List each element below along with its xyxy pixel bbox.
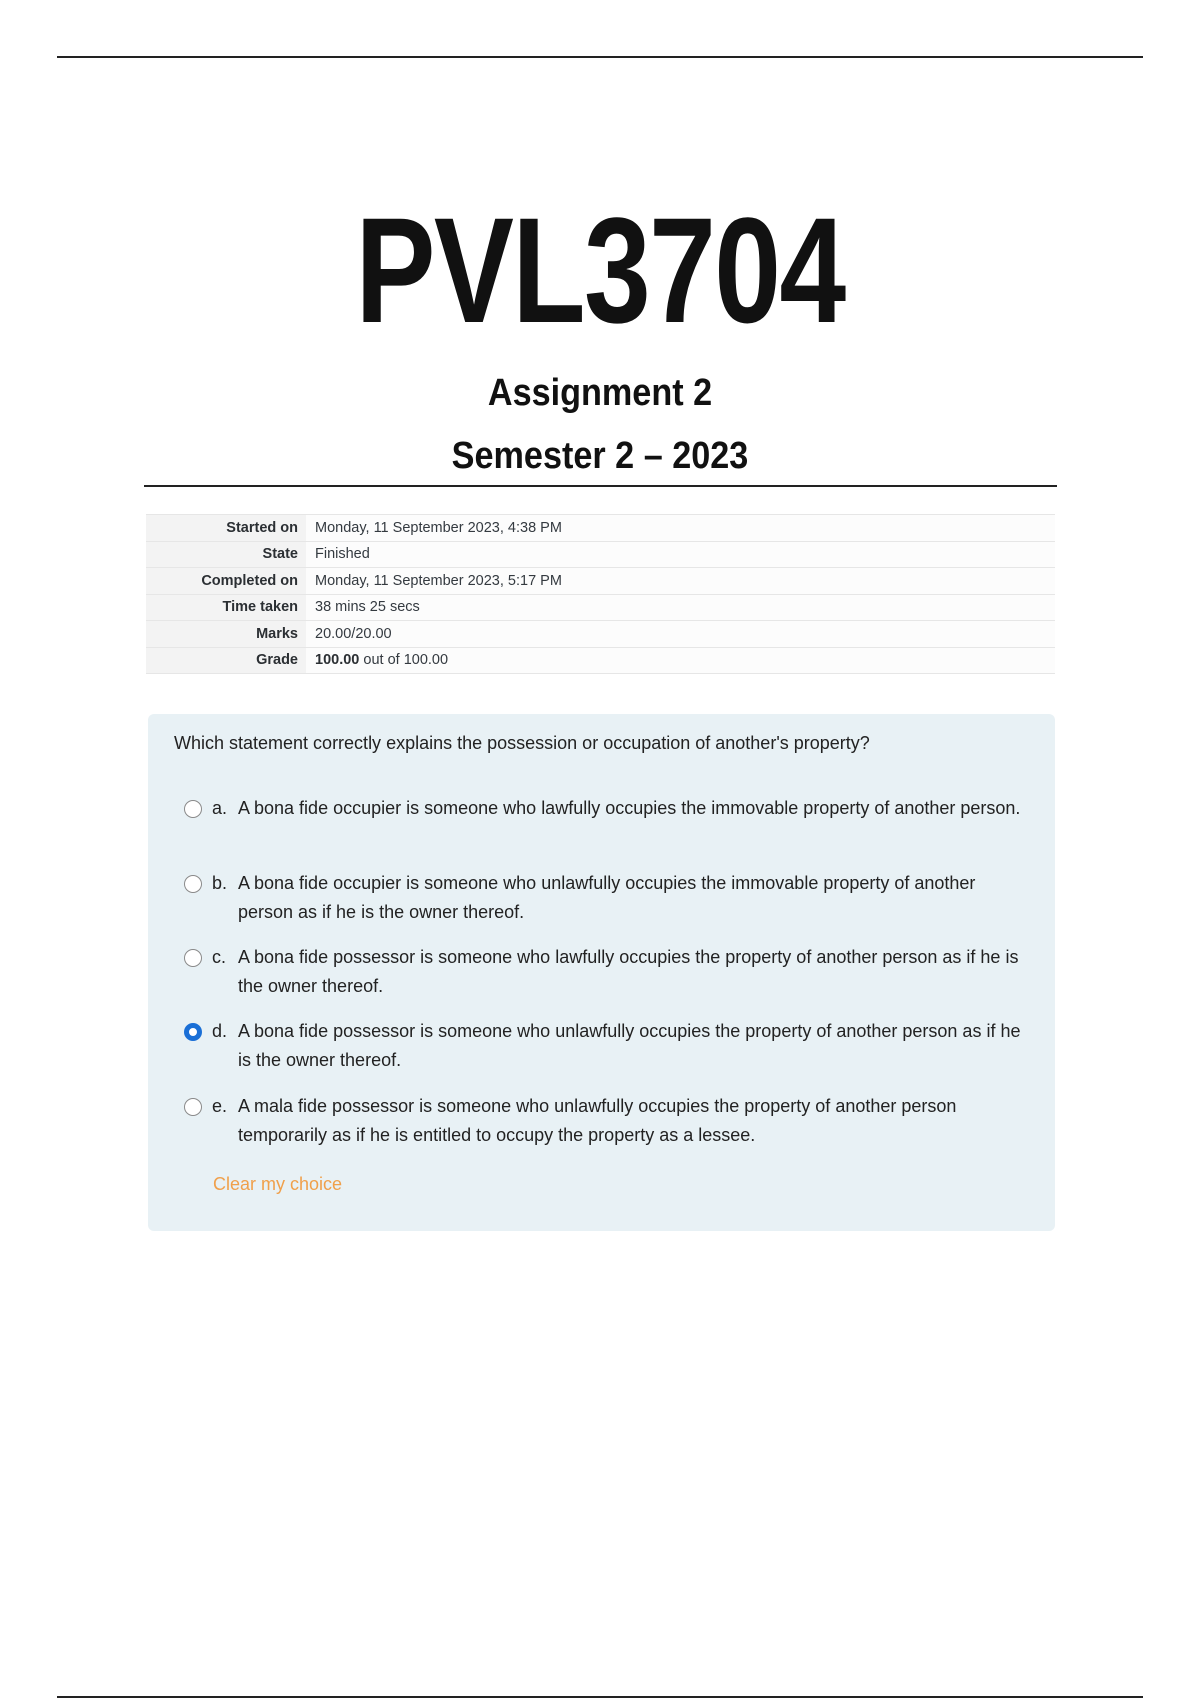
summary-value: Monday, 11 September 2023, 4:38 PM [306,515,1055,542]
option-letter: a. [212,798,228,818]
assignment-title: Assignment 2 [487,372,713,414]
summary-row-state [146,541,1055,568]
answer-option-e[interactable] [184,1092,1034,1150]
summary-row-completed-on [146,568,1055,595]
radio-button-unchecked-icon[interactable] [184,800,202,818]
option-text: A bona fide possessor is someone who unlawfully occupies the property of another person as if he is the owner thereof. [238,1021,1021,1070]
radio-button-unchecked-icon[interactable] [184,875,202,893]
title-rule [144,485,1057,487]
option-letter: d. [212,1021,228,1041]
radio-button-checked-icon[interactable] [184,1023,202,1041]
course-code-title: PVL3704 [355,186,845,354]
question-text: Which statement correctly explains the possession or occupation of another's property? [174,733,870,753]
option-text: A bona fide occupier is someone who unlawfully occupies the immovable property of another person as if he is the owner thereof. [238,873,976,922]
summary-row-marks [146,621,1055,648]
option-letter: b. [212,873,228,893]
summary-label: Time taken [146,594,306,621]
summary-value: 20.00/20.00 [306,621,1055,648]
summary-value: Monday, 11 September 2023, 5:17 PM [306,568,1055,595]
summary-value: 38 mins 25 secs [306,594,1055,621]
option-letter: e. [212,1096,228,1116]
summary-label: Marks [146,621,306,648]
summary-label: Started on [146,515,306,542]
bottom-rule [57,1696,1143,1698]
clear-my-choice-link[interactable]: Clear my choice [213,1174,343,1194]
summary-row-grade [146,647,1055,674]
semester-title: Semester 2 – 2023 [451,435,749,477]
option-letter: c. [212,947,227,967]
question-box [148,714,1055,1231]
answer-option-a[interactable] [184,794,1034,823]
option-text: A bona fide possessor is someone who lawfully occupies the property of another person as if he is the owner thereof. [238,947,1019,996]
summary-label: Completed on [146,568,306,595]
summary-label: State [146,541,306,568]
option-text: A bona fide occupier is someone who lawfully occupies the immovable property of another person. [238,798,1021,818]
summary-label: Grade [146,647,306,674]
radio-button-unchecked-icon[interactable] [184,1098,202,1116]
radio-button-unchecked-icon[interactable] [184,949,202,967]
option-text: A mala fide possessor is someone who unlawfully occupies the property of another person temporarily as if he is entitled to occupy the property as a lessee. [238,1096,957,1145]
answer-option-d[interactable] [184,1017,1034,1075]
top-rule [57,56,1143,58]
attempt-summary-table [146,514,1055,674]
answer-option-b[interactable] [184,869,1034,927]
summary-value: Finished [306,541,1055,568]
summary-row-started-on [146,515,1055,542]
answer-option-c[interactable] [184,943,1034,1001]
summary-row-time-taken [146,594,1055,621]
summary-value: 100.00 out of 100.00 [306,647,1055,674]
